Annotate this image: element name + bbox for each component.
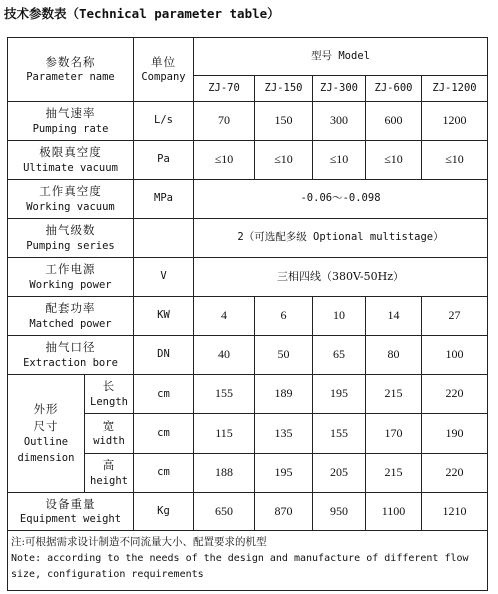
unit-cell: cm: [134, 375, 194, 414]
value-cell: 195: [313, 375, 366, 414]
note-chinese: 注:可根据需求设计制造不同流量大小、配置要求的机型: [11, 536, 267, 548]
unit-cell: L/s: [134, 102, 194, 141]
row-label: 配套功率 Matched power: [8, 297, 134, 336]
model-zj-600: ZJ-600: [366, 76, 422, 102]
table-row: [8, 258, 488, 297]
value-cell: 600: [366, 102, 422, 141]
value-cell: 10: [313, 297, 366, 336]
unit-cell: MPa: [134, 180, 194, 219]
outline-dimension-cell: [8, 375, 134, 493]
value-cell: 1100: [366, 493, 422, 531]
row-label: 工作真空度 Working vacuum: [8, 180, 134, 219]
value-cell: 870: [255, 493, 313, 531]
value-cell: 189: [255, 375, 313, 414]
value-cell: 188: [194, 453, 255, 492]
note-english: Note: according to the needs of the design and manufacture of different flow size, configuration requirements: [11, 552, 469, 580]
value-cell: 40: [194, 336, 255, 375]
value-cell: 50: [255, 336, 313, 375]
merged-value-cell: 三相四线（380V-50Hz）: [194, 258, 488, 297]
page-title: 技术参数表（Technical parameter table）: [4, 6, 280, 21]
technical-parameter-table: [7, 37, 488, 591]
row-label: 工作电源 Working power: [8, 258, 134, 297]
value-cell: 100: [422, 336, 488, 375]
model-zj-300: ZJ-300: [313, 76, 366, 102]
value-cell: 205: [313, 453, 366, 492]
value-cell: 150: [255, 102, 313, 141]
row-label: 设备重量 Equipment weight: [8, 493, 134, 531]
width-label: 宽 width: [85, 414, 133, 453]
merged-value-cell: 2（可选配多级 Optional multistage）: [194, 219, 488, 258]
value-cell: 650: [194, 493, 255, 531]
value-cell: 190: [422, 414, 488, 453]
table-row: [8, 336, 488, 375]
table-row: [8, 219, 488, 258]
value-cell: 27: [422, 297, 488, 336]
unit-cell: KW: [134, 297, 194, 336]
value-cell: 300: [313, 102, 366, 141]
value-cell: 6: [255, 297, 313, 336]
value-cell: 65: [313, 336, 366, 375]
table-row: [8, 141, 488, 180]
unit-cell: cm: [134, 453, 194, 492]
unit-cell: DN: [134, 336, 194, 375]
value-cell: 215: [366, 453, 422, 492]
value-cell: 1200: [422, 102, 488, 141]
value-cell: 195: [255, 453, 313, 492]
value-cell: ≤10: [366, 141, 422, 180]
value-cell: 70: [194, 102, 255, 141]
outline-dimension-label: 外形 尺寸 Outline dimension: [8, 375, 85, 492]
row-label: 抽气级数 Pumping series: [8, 219, 134, 258]
value-cell: 115: [194, 414, 255, 453]
row-label: 极限真空度 Ultimate vacuum: [8, 141, 134, 180]
note-cell: [8, 531, 488, 591]
merged-value-cell: -0.06～-0.098: [194, 180, 488, 219]
unit-cell: [134, 219, 194, 258]
row-label: 抽气速率 Pumping rate: [8, 102, 134, 141]
model-header: 型号 Model: [194, 38, 488, 76]
value-cell: 4: [194, 297, 255, 336]
value-cell: 170: [366, 414, 422, 453]
parameter-name-header: 参数名称 Parameter name: [8, 38, 134, 102]
table-row: [8, 493, 488, 531]
height-label: 高 height: [90, 457, 128, 487]
length-label: 长 Length: [85, 375, 133, 414]
value-cell: ≤10: [422, 141, 488, 180]
value-cell: 1210: [422, 493, 488, 531]
value-cell: 155: [194, 375, 255, 414]
unit-cell: V: [134, 258, 194, 297]
value-cell: ≤10: [194, 141, 255, 180]
unit-cell: Kg: [134, 493, 194, 531]
value-cell: 215: [366, 375, 422, 414]
table-row: [8, 180, 488, 219]
value-cell: 155: [313, 414, 366, 453]
row-label: 抽气口径 Extraction bore: [8, 336, 134, 375]
value-cell: 220: [422, 453, 488, 492]
unit-cell: cm: [134, 414, 194, 453]
note-row: [8, 531, 488, 591]
value-cell: ≤10: [255, 141, 313, 180]
value-cell: 220: [422, 375, 488, 414]
model-zj-70: ZJ-70: [194, 76, 255, 102]
value-cell: 14: [366, 297, 422, 336]
table-row: [8, 375, 488, 414]
unit-cell: Pa: [134, 141, 194, 180]
value-cell: ≤10: [313, 141, 366, 180]
value-cell: 135: [255, 414, 313, 453]
table-row: [8, 102, 488, 141]
model-zj-150: ZJ-150: [255, 76, 313, 102]
header-row: [8, 38, 488, 76]
unit-header: 单位 Company: [134, 38, 194, 102]
model-zj-1200: ZJ-1200: [422, 76, 488, 102]
value-cell: 950: [313, 493, 366, 531]
value-cell: 80: [366, 336, 422, 375]
table-row: [8, 297, 488, 336]
